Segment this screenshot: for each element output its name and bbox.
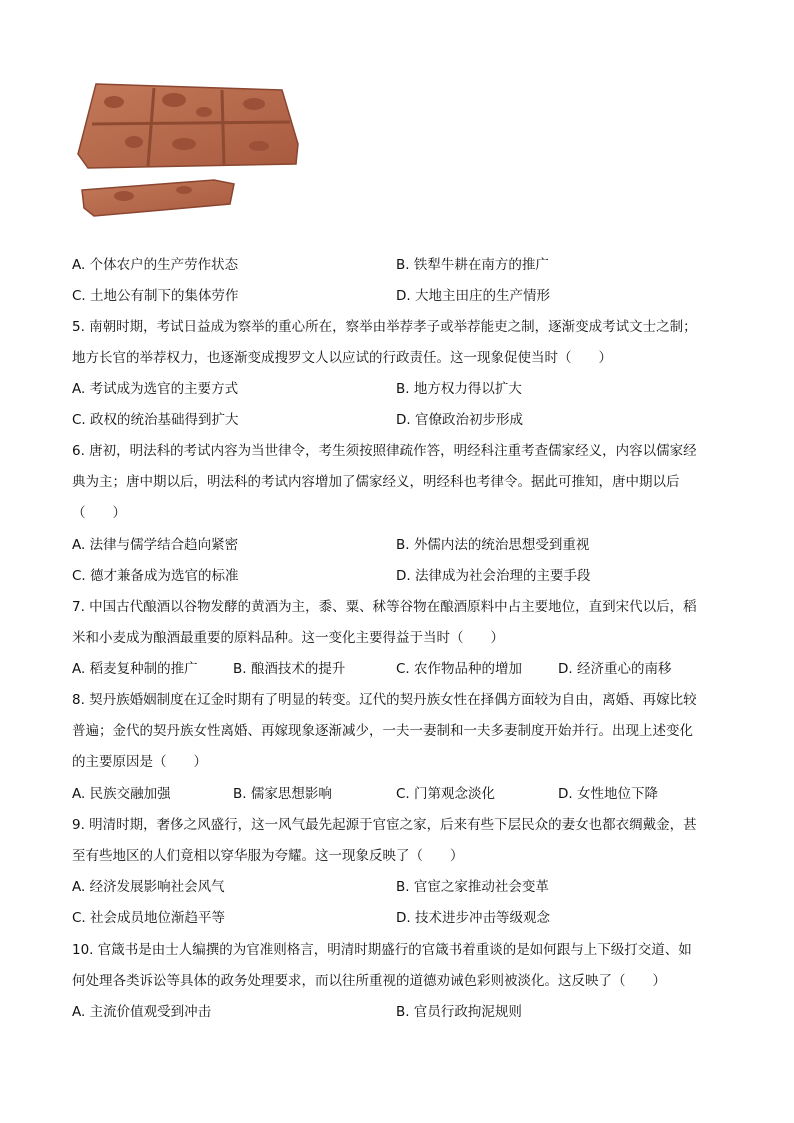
q9-option-b[interactable]: B. 官宦之家推动社会变革	[396, 879, 549, 895]
q10-option-b[interactable]: B. 官员行政拘泥规则	[396, 1004, 522, 1020]
q10-stem-line-1: 10. 官箴书是由士人编撰的为官准则格言，明清时期盛行的官箴书着重谈的是如何跟与上下级打交道、如	[72, 942, 692, 958]
q6-option-c[interactable]: C. 德才兼备成为选官的标准	[72, 568, 239, 584]
q5-option-c[interactable]: C. 政权的统治基础得到扩大	[72, 412, 239, 428]
q4-option-c[interactable]: C. 土地公有制下的集体劳作	[72, 288, 239, 304]
q7-option-a[interactable]: A. 稻麦复种制的推广	[72, 661, 198, 677]
q10-option-a[interactable]: A. 主流价值观受到冲击	[72, 1004, 212, 1020]
q8-option-c[interactable]: C. 门第观念淡化	[396, 786, 496, 802]
q8-option-d[interactable]: D. 女性地位下降	[558, 786, 658, 802]
q7-stem-line-1: 7. 中国古代酿酒以谷物发酵的黄酒为主，黍、粟、秫等谷物在酿酒原料中占主要地位，直到宋代以后，稻	[72, 599, 697, 615]
clay-field-model-image	[74, 72, 304, 228]
q5-stem-line-2: 地方长官的举荐权力，也逐渐变成搜罗文人以应试的行政责任。这一现象促使当时（ ）	[72, 350, 612, 366]
q7-stem-line-2: 米和小麦成为酿酒最重要的原料品种。这一变化主要得益于当时（ ）	[72, 630, 504, 646]
q6-stem-line-2: 典为主；唐中期以后，明法科的考试内容增加了儒家经义，明经科也考律令。据此可推知，唐中期以后	[72, 474, 680, 490]
q4-option-a[interactable]: A. 个体农户的生产劳作状态	[72, 257, 239, 273]
q6-option-b[interactable]: B. 外儒内法的统治思想受到重视	[396, 537, 590, 553]
q10-stem-line-2: 何处理各类诉讼等具体的政务处理要求，而以往所重视的道德劝诫色彩则被淡化。这反映了（ ）	[72, 973, 666, 989]
q9-option-a[interactable]: A. 经济发展影响社会风气	[72, 879, 225, 895]
q8-stem-line-3: 的主要原因是（ ）	[72, 754, 207, 770]
q7-option-b[interactable]: B. 酿酒技术的提升	[233, 661, 346, 677]
q9-option-c[interactable]: C. 社会成员地位渐趋平等	[72, 910, 226, 926]
q5-option-d[interactable]: D. 官僚政治初步形成	[396, 412, 523, 428]
q8-stem-line-2: 普遍；金代的契丹族女性离婚、再嫁现象逐渐减少，一夫一妻制和一夫多妻制度开始并行。出现上述变化	[72, 723, 693, 739]
q7-option-d[interactable]: D. 经济重心的南移	[558, 661, 672, 677]
q5-option-a[interactable]: A. 考试成为选官的主要方式	[72, 381, 239, 397]
q5-option-b[interactable]: B. 地方权力得以扩大	[396, 381, 522, 397]
q6-option-a[interactable]: A. 法律与儒学结合趋向紧密	[72, 537, 239, 553]
q6-option-d[interactable]: D. 法律成为社会治理的主要手段	[396, 568, 591, 584]
q8-option-a[interactable]: A. 民族交融加强	[72, 786, 171, 802]
q6-stem-line-3: （ ）	[72, 505, 126, 521]
q8-option-b[interactable]: B. 儒家思想影响	[233, 786, 332, 802]
q6-stem-line-1: 6. 唐初，明法科的考试内容为当世律令，考生须按照律疏作答，明经科注重考查儒家经义，内容以儒家经	[72, 443, 697, 459]
q8-stem-line-1: 8. 契丹族婚姻制度在辽金时期有了明显的转变。辽代的契丹族女性在择偶方面较为自由，离婚、再嫁比较	[72, 692, 697, 708]
q9-stem-line-1: 9. 明清时期，奢侈之风盛行，这一风气最先起源于官宦之家，后来有些下层民众的妻女也都衣绸戴金，甚	[72, 817, 697, 833]
q9-stem-line-2: 至有些地区的人们竟相以穿华服为夸耀。这一现象反映了（ ）	[72, 848, 464, 864]
q7-option-c[interactable]: C. 农作物品种的增加	[396, 661, 523, 677]
q5-stem-line-1: 5. 南朝时期，考试日益成为察举的重心所在，察举由举荐孝子或举荐能吏之制，逐渐变成考试文士之制；	[72, 319, 697, 335]
q4-option-d[interactable]: D. 大地主田庄的生产情形	[396, 288, 550, 304]
q4-option-b[interactable]: B. 铁犁牛耕在南方的推广	[396, 257, 549, 273]
q9-option-d[interactable]: D. 技术进步冲击等级观念	[396, 910, 550, 926]
